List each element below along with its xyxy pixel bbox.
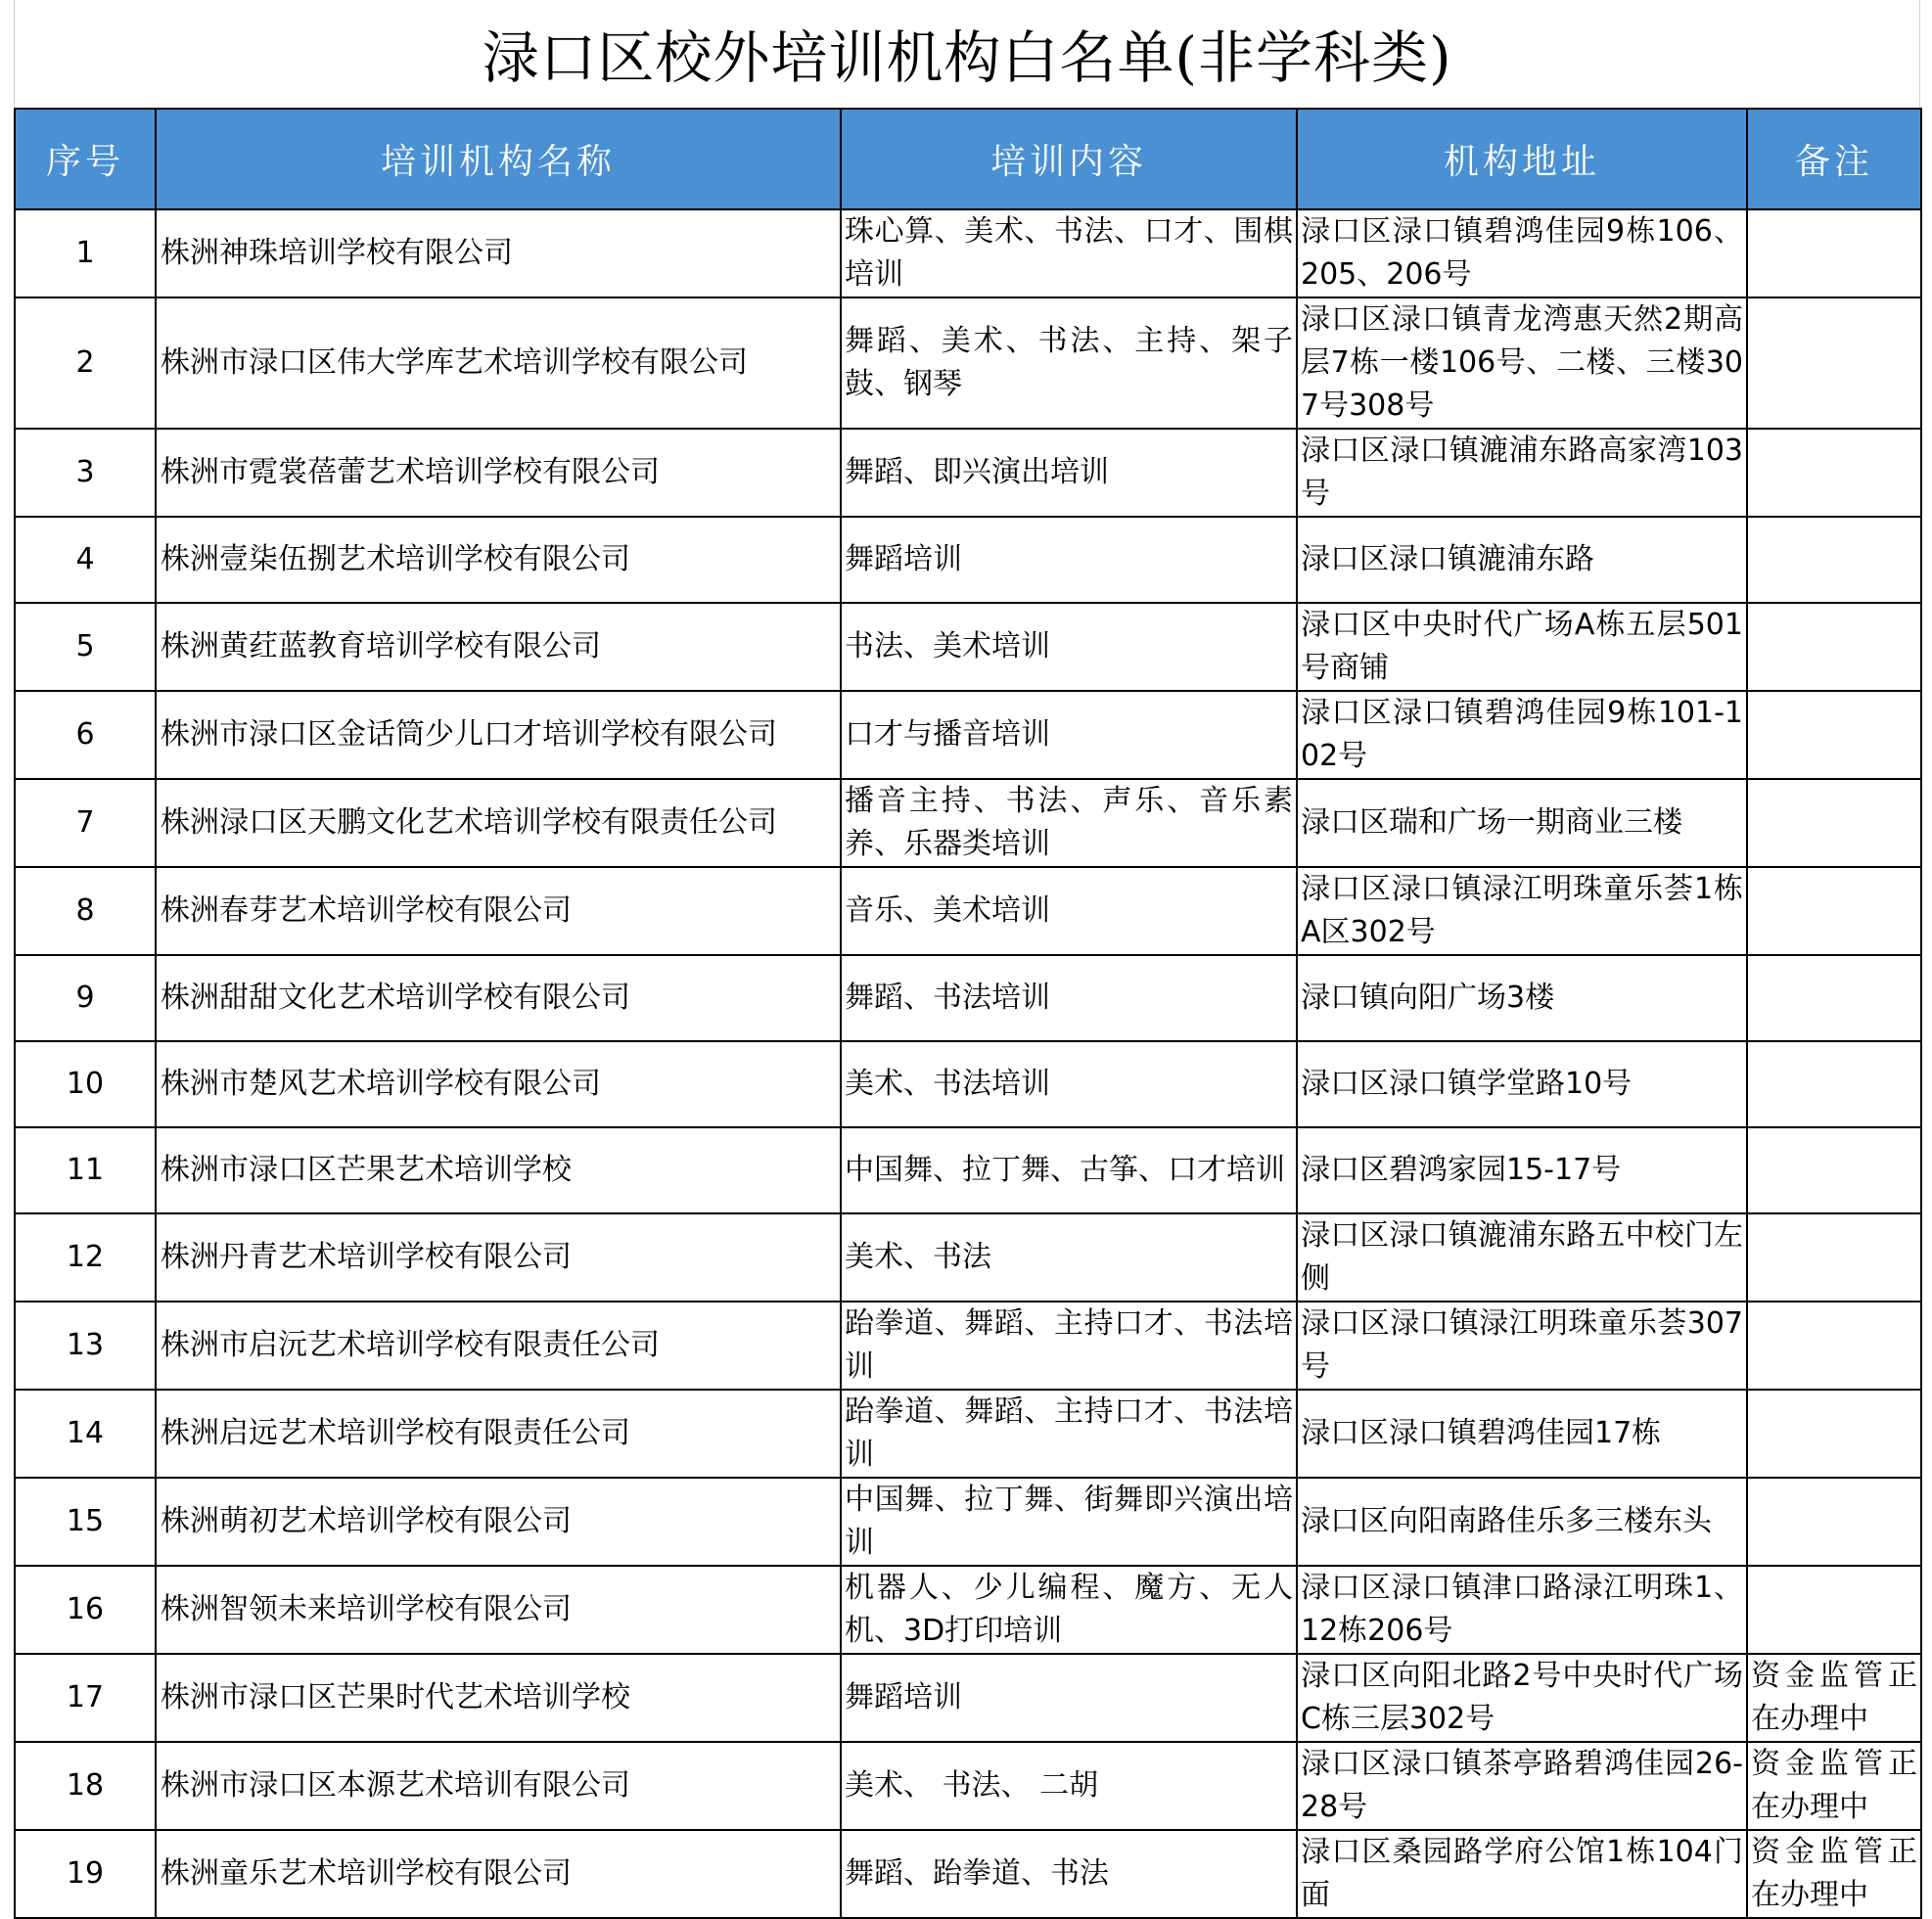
table-row — [15, 955, 1921, 1041]
page-title: 渌口区校外培训机构白名单(非学科类) — [14, 0, 1920, 108]
cell-note — [1747, 955, 1921, 1041]
cell-address: 渌口区渌口镇碧鸿佳园9栋106、205、206号 — [1297, 209, 1747, 297]
cell-no: 4 — [15, 517, 156, 603]
cell-address: 渌口区渌口镇茶亭路碧鸿佳园26-28号 — [1297, 1742, 1747, 1830]
cell-note — [1747, 867, 1921, 955]
cell-no: 1 — [15, 209, 156, 297]
cell-note — [1747, 691, 1921, 779]
table-body — [15, 209, 1921, 1918]
table-row — [15, 779, 1921, 867]
cell-content: 中国舞、拉丁舞、街舞即兴演出培训 — [841, 1478, 1297, 1566]
cell-content: 中国舞、拉丁舞、古筝、口才培训 — [841, 1127, 1297, 1213]
table-row — [15, 603, 1921, 691]
cell-content: 舞蹈、书法培训 — [841, 955, 1297, 1041]
table-row — [15, 1041, 1921, 1127]
cell-name: 株洲市渌口区芒果艺术培训学校 — [156, 1127, 841, 1213]
cell-name: 株洲神珠培训学校有限公司 — [156, 209, 841, 297]
header-note: 备注 — [1747, 109, 1921, 209]
cell-no: 12 — [15, 1213, 156, 1302]
table-row — [15, 1478, 1921, 1566]
table-row — [15, 1830, 1921, 1918]
table-row — [15, 1302, 1921, 1390]
cell-no: 5 — [15, 603, 156, 691]
cell-content: 舞蹈、美术、书法、主持、架子鼓、钢琴 — [841, 297, 1297, 429]
table-row — [15, 1742, 1921, 1830]
cell-no: 17 — [15, 1654, 156, 1742]
table-row — [15, 1390, 1921, 1478]
cell-address: 渌口区渌口镇漉浦东路 — [1297, 517, 1747, 603]
header-name: 培训机构名称 — [156, 109, 841, 209]
cell-note — [1747, 297, 1921, 429]
whitelist-table — [14, 108, 1922, 1919]
cell-address: 渌口区渌口镇碧鸿佳园17栋 — [1297, 1390, 1747, 1478]
cell-address: 渌口区渌口镇青龙湾惠天然2期高层7栋一楼106号、二楼、三楼307号308号 — [1297, 297, 1747, 429]
cell-no: 7 — [15, 779, 156, 867]
cell-no: 6 — [15, 691, 156, 779]
cell-note — [1747, 1566, 1921, 1654]
cell-content: 机器人、少儿编程、魔方、无人机、3D打印培训 — [841, 1566, 1297, 1654]
cell-content: 播音主持、书法、声乐、音乐素养、乐器类培训 — [841, 779, 1297, 867]
cell-name: 株洲市渌口区伟大学库艺术培训学校有限公司 — [156, 297, 841, 429]
cell-content: 舞蹈、跆拳道、书法 — [841, 1830, 1297, 1918]
cell-name: 株洲萌初艺术培训学校有限公司 — [156, 1478, 841, 1566]
cell-note — [1747, 1213, 1921, 1302]
cell-address: 渌口区渌口镇渌江明珠童乐荟307号 — [1297, 1302, 1747, 1390]
cell-address: 渌口区中央时代广场A栋五层501号商铺 — [1297, 603, 1747, 691]
cell-address: 渌口镇向阳广场3楼 — [1297, 955, 1747, 1041]
cell-name: 株洲黄荭蓝教育培训学校有限公司 — [156, 603, 841, 691]
cell-name: 株洲市渌口区金话筒少儿口才培训学校有限公司 — [156, 691, 841, 779]
cell-address: 渌口区渌口镇津口路渌江明珠1、12栋206号 — [1297, 1566, 1747, 1654]
cell-content: 舞蹈培训 — [841, 517, 1297, 603]
cell-no: 9 — [15, 955, 156, 1041]
header-address: 机构地址 — [1297, 109, 1747, 209]
cell-note — [1747, 1302, 1921, 1390]
cell-content: 音乐、美术培训 — [841, 867, 1297, 955]
cell-note — [1747, 209, 1921, 297]
cell-note — [1747, 1041, 1921, 1127]
cell-name: 株洲甜甜文化艺术培训学校有限公司 — [156, 955, 841, 1041]
cell-address: 渌口区桑园路学府公馆1栋104门面 — [1297, 1830, 1747, 1918]
cell-content: 美术、 书法、 二胡 — [841, 1742, 1297, 1830]
cell-address: 渌口区渌口镇碧鸿佳园9栋101-102号 — [1297, 691, 1747, 779]
cell-content: 美术、书法 — [841, 1213, 1297, 1302]
cell-name: 株洲童乐艺术培训学校有限公司 — [156, 1830, 841, 1918]
header-no: 序号 — [15, 109, 156, 209]
cell-note — [1747, 1478, 1921, 1566]
cell-name: 株洲丹青艺术培训学校有限公司 — [156, 1213, 841, 1302]
cell-content: 口才与播音培训 — [841, 691, 1297, 779]
whitelist-sheet — [14, 0, 1920, 1919]
table-row — [15, 1127, 1921, 1213]
cell-no: 19 — [15, 1830, 156, 1918]
cell-no: 16 — [15, 1566, 156, 1654]
table-row — [15, 867, 1921, 955]
cell-content: 珠心算、美术、书法、口才、围棋培训 — [841, 209, 1297, 297]
cell-address: 渌口区瑞和广场一期商业三楼 — [1297, 779, 1747, 867]
cell-address: 渌口区渌口镇漉浦东路五中校门左侧 — [1297, 1213, 1747, 1302]
cell-name: 株洲市霓裳蓓蕾艺术培训学校有限公司 — [156, 429, 841, 517]
cell-note — [1747, 1390, 1921, 1478]
cell-name: 株洲市启沅艺术培训学校有限责任公司 — [156, 1302, 841, 1390]
cell-note — [1747, 429, 1921, 517]
cell-no: 15 — [15, 1478, 156, 1566]
table-row — [15, 1213, 1921, 1302]
cell-note — [1747, 603, 1921, 691]
table-row — [15, 691, 1921, 779]
table-row — [15, 1566, 1921, 1654]
cell-name: 株洲春芽艺术培训学校有限公司 — [156, 867, 841, 955]
cell-note — [1747, 779, 1921, 867]
cell-name: 株洲壹柒伍捌艺术培训学校有限公司 — [156, 517, 841, 603]
table-row — [15, 209, 1921, 297]
table-row — [15, 1654, 1921, 1742]
cell-no: 2 — [15, 297, 156, 429]
cell-address: 渌口区碧鸿家园15-17号 — [1297, 1127, 1747, 1213]
cell-name: 株洲市楚风艺术培训学校有限公司 — [156, 1041, 841, 1127]
cell-address: 渌口区渌口镇渌江明珠童乐荟1栋A区302号 — [1297, 867, 1747, 955]
cell-no: 8 — [15, 867, 156, 955]
cell-name: 株洲智领未来培训学校有限公司 — [156, 1566, 841, 1654]
cell-note: 资金监管正在办理中 — [1747, 1742, 1921, 1830]
table-row — [15, 517, 1921, 603]
cell-address: 渌口区向阳南路佳乐多三楼东头 — [1297, 1478, 1747, 1566]
cell-no: 13 — [15, 1302, 156, 1390]
cell-content: 舞蹈、即兴演出培训 — [841, 429, 1297, 517]
cell-address: 渌口区渌口镇漉浦东路高家湾103号 — [1297, 429, 1747, 517]
cell-name: 株洲市渌口区本源艺术培训有限公司 — [156, 1742, 841, 1830]
cell-no: 14 — [15, 1390, 156, 1478]
cell-note: 资金监管正在办理中 — [1747, 1654, 1921, 1742]
header-row — [15, 109, 1921, 209]
cell-content: 跆拳道、舞蹈、主持口才、书法培训 — [841, 1302, 1297, 1390]
cell-no: 3 — [15, 429, 156, 517]
cell-name: 株洲启远艺术培训学校有限责任公司 — [156, 1390, 841, 1478]
table-row — [15, 297, 1921, 429]
header-content: 培训内容 — [841, 109, 1297, 209]
cell-content: 美术、书法培训 — [841, 1041, 1297, 1127]
cell-note: 资金监管正在办理中 — [1747, 1830, 1921, 1918]
cell-address: 渌口区渌口镇学堂路10号 — [1297, 1041, 1747, 1127]
table-row — [15, 429, 1921, 517]
cell-address: 渌口区向阳北路2号中央时代广场C栋三层302号 — [1297, 1654, 1747, 1742]
cell-content: 书法、美术培训 — [841, 603, 1297, 691]
cell-no: 18 — [15, 1742, 156, 1830]
cell-note — [1747, 1127, 1921, 1213]
cell-name: 株洲渌口区天鹏文化艺术培训学校有限责任公司 — [156, 779, 841, 867]
cell-name: 株洲市渌口区芒果时代艺术培训学校 — [156, 1654, 841, 1742]
cell-no: 11 — [15, 1127, 156, 1213]
cell-note — [1747, 517, 1921, 603]
cell-content: 舞蹈培训 — [841, 1654, 1297, 1742]
cell-content: 跆拳道、舞蹈、主持口才、书法培训 — [841, 1390, 1297, 1478]
cell-no: 10 — [15, 1041, 156, 1127]
